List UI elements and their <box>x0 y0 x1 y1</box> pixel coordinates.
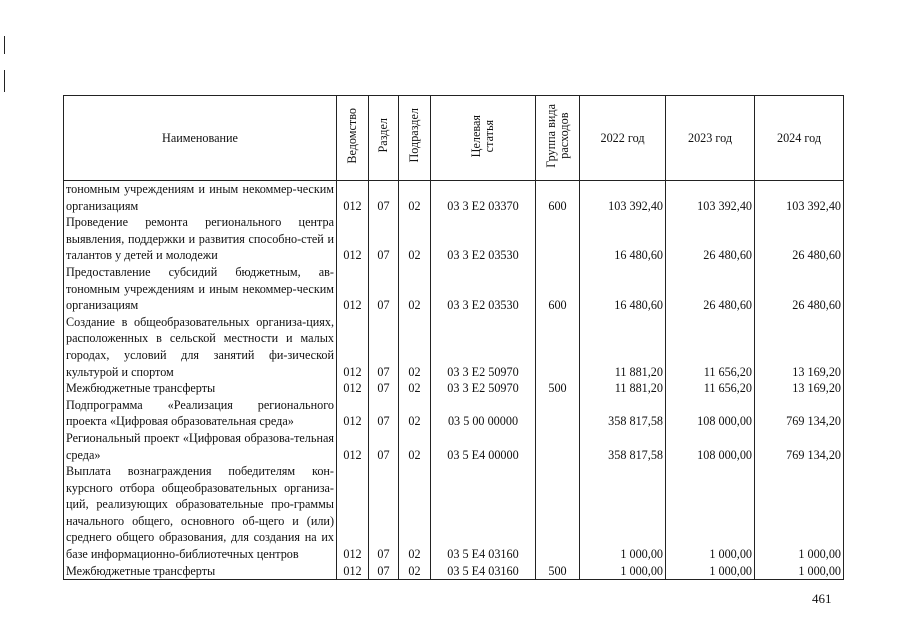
row-target-article: 03 3 Е2 03530 <box>431 214 536 264</box>
row-2024: 26 480,60 <box>755 264 844 314</box>
row-2023: 26 480,60 <box>666 214 755 264</box>
row-2022: 1 000,00 <box>580 463 666 563</box>
row-2024: 1 000,00 <box>755 563 844 580</box>
row-vedomstvo: 012 <box>337 314 369 380</box>
row-2023: 103 392,40 <box>666 181 755 215</box>
header-podrazdel: Подраздел <box>399 96 431 181</box>
row-razdel: 07 <box>369 314 399 380</box>
header-2023: 2023 год <box>666 96 755 181</box>
row-target-article: 03 5 Е4 03160 <box>431 463 536 563</box>
row-expense-group: 500 <box>536 380 580 397</box>
row-expense-group <box>536 430 580 463</box>
row-razdel: 07 <box>369 463 399 563</box>
row-target-article: 03 5 Е4 03160 <box>431 563 536 580</box>
row-podrazdel: 02 <box>399 214 431 264</box>
table-row <box>64 264 844 314</box>
row-expense-group: 600 <box>536 181 580 215</box>
row-razdel: 07 <box>369 380 399 397</box>
row-2023: 1 000,00 <box>666 563 755 580</box>
row-podrazdel: 02 <box>399 430 431 463</box>
page-number: 461 <box>812 591 832 606</box>
row-target-article: 03 5 00 00000 <box>431 397 536 430</box>
header-expense-group: Группа вида расходов <box>536 96 580 181</box>
row-podrazdel: 02 <box>399 380 431 397</box>
row-target-article: 03 3 Е2 50970 <box>431 314 536 380</box>
header-name: Наименование <box>64 96 337 181</box>
row-name: Региональный проект «Цифровая образова-тельная среда» <box>64 430 337 463</box>
row-2024: 769 134,20 <box>755 430 844 463</box>
row-vedomstvo: 012 <box>337 214 369 264</box>
header-2024: 2024 год <box>755 96 844 181</box>
row-2023: 108 000,00 <box>666 397 755 430</box>
row-expense-group <box>536 397 580 430</box>
row-razdel: 07 <box>369 264 399 314</box>
row-podrazdel: 02 <box>399 463 431 563</box>
row-razdel: 07 <box>369 214 399 264</box>
table-row <box>64 463 844 563</box>
row-2022: 103 392,40 <box>580 181 666 215</box>
row-2022: 11 881,20 <box>580 314 666 380</box>
row-vedomstvo: 012 <box>337 563 369 580</box>
row-target-article: 03 3 Е2 03530 <box>431 264 536 314</box>
row-vedomstvo: 012 <box>337 181 369 215</box>
row-podrazdel: 02 <box>399 563 431 580</box>
table-row <box>64 430 844 463</box>
row-2024: 1 000,00 <box>755 463 844 563</box>
row-razdel: 07 <box>369 430 399 463</box>
row-name: Межбюджетные трансферты <box>64 563 337 580</box>
table-row <box>64 563 844 580</box>
margin-line-bottom <box>4 70 5 92</box>
table-row <box>64 314 844 380</box>
row-2022: 16 480,60 <box>580 264 666 314</box>
row-2024: 13 169,20 <box>755 380 844 397</box>
row-podrazdel: 02 <box>399 397 431 430</box>
row-expense-group <box>536 314 580 380</box>
margin-line-top <box>4 36 5 54</box>
header-2022: 2022 год <box>580 96 666 181</box>
row-2023: 108 000,00 <box>666 430 755 463</box>
row-name: Выплата вознаграждения победителям кон-курсного отбора общеобразовательных организа-ций, реализующих образовательные про-граммы начального общего, основного об-щего и (или) среднего общего образования, для создания на их базе информационно-библиотечных центров <box>64 463 337 563</box>
row-razdel: 07 <box>369 563 399 580</box>
row-expense-group <box>536 463 580 563</box>
row-2022: 358 817,58 <box>580 397 666 430</box>
row-razdel: 07 <box>369 181 399 215</box>
row-name: Проведение ремонта регионального центра выявления, поддержки и развития способно-стей и талантов у детей и молодежи <box>64 214 337 264</box>
row-2024: 13 169,20 <box>755 314 844 380</box>
row-2022: 1 000,00 <box>580 563 666 580</box>
row-2022: 11 881,20 <box>580 380 666 397</box>
table-row <box>64 181 844 215</box>
row-2022: 16 480,60 <box>580 214 666 264</box>
row-target-article: 03 3 Е2 03370 <box>431 181 536 215</box>
row-vedomstvo: 012 <box>337 264 369 314</box>
row-target-article: 03 3 Е2 50970 <box>431 380 536 397</box>
row-podrazdel: 02 <box>399 314 431 380</box>
row-2023: 11 656,20 <box>666 380 755 397</box>
header-target-article: Целевая статья <box>431 96 536 181</box>
row-expense-group: 500 <box>536 563 580 580</box>
row-expense-group <box>536 214 580 264</box>
row-2024: 26 480,60 <box>755 214 844 264</box>
row-2024: 769 134,20 <box>755 397 844 430</box>
row-name: Создание в общеобразовательных организа-циях, расположенных в сельской местности и малых городах, условий для занятий фи-зической культурой и спортом <box>64 314 337 380</box>
row-expense-group: 600 <box>536 264 580 314</box>
row-name: Межбюджетные трансферты <box>64 380 337 397</box>
row-2022: 358 817,58 <box>580 430 666 463</box>
row-2023: 26 480,60 <box>666 264 755 314</box>
row-vedomstvo: 012 <box>337 430 369 463</box>
table-row <box>64 397 844 430</box>
header-vedomstvo: Ведомство <box>337 96 369 181</box>
row-name: Подпрограмма «Реализация регионального проекта «Цифровая образовательная среда» <box>64 397 337 430</box>
row-vedomstvo: 012 <box>337 380 369 397</box>
row-name: тономным учреждениям и иным некоммер-ческим организациям <box>64 181 337 215</box>
row-name: Предоставление субсидий бюджетным, ав-тономным учреждениям и иным некоммер-ческим организациям <box>64 264 337 314</box>
budget-table <box>63 95 844 580</box>
row-2023: 1 000,00 <box>666 463 755 563</box>
row-podrazdel: 02 <box>399 264 431 314</box>
row-2024: 103 392,40 <box>755 181 844 215</box>
row-vedomstvo: 012 <box>337 397 369 430</box>
header-razdel: Раздел <box>369 96 399 181</box>
row-podrazdel: 02 <box>399 181 431 215</box>
table-row <box>64 380 844 397</box>
row-vedomstvo: 012 <box>337 463 369 563</box>
row-target-article: 03 5 Е4 00000 <box>431 430 536 463</box>
table-row <box>64 214 844 264</box>
row-razdel: 07 <box>369 397 399 430</box>
row-2023: 11 656,20 <box>666 314 755 380</box>
table-header-row <box>64 96 844 181</box>
